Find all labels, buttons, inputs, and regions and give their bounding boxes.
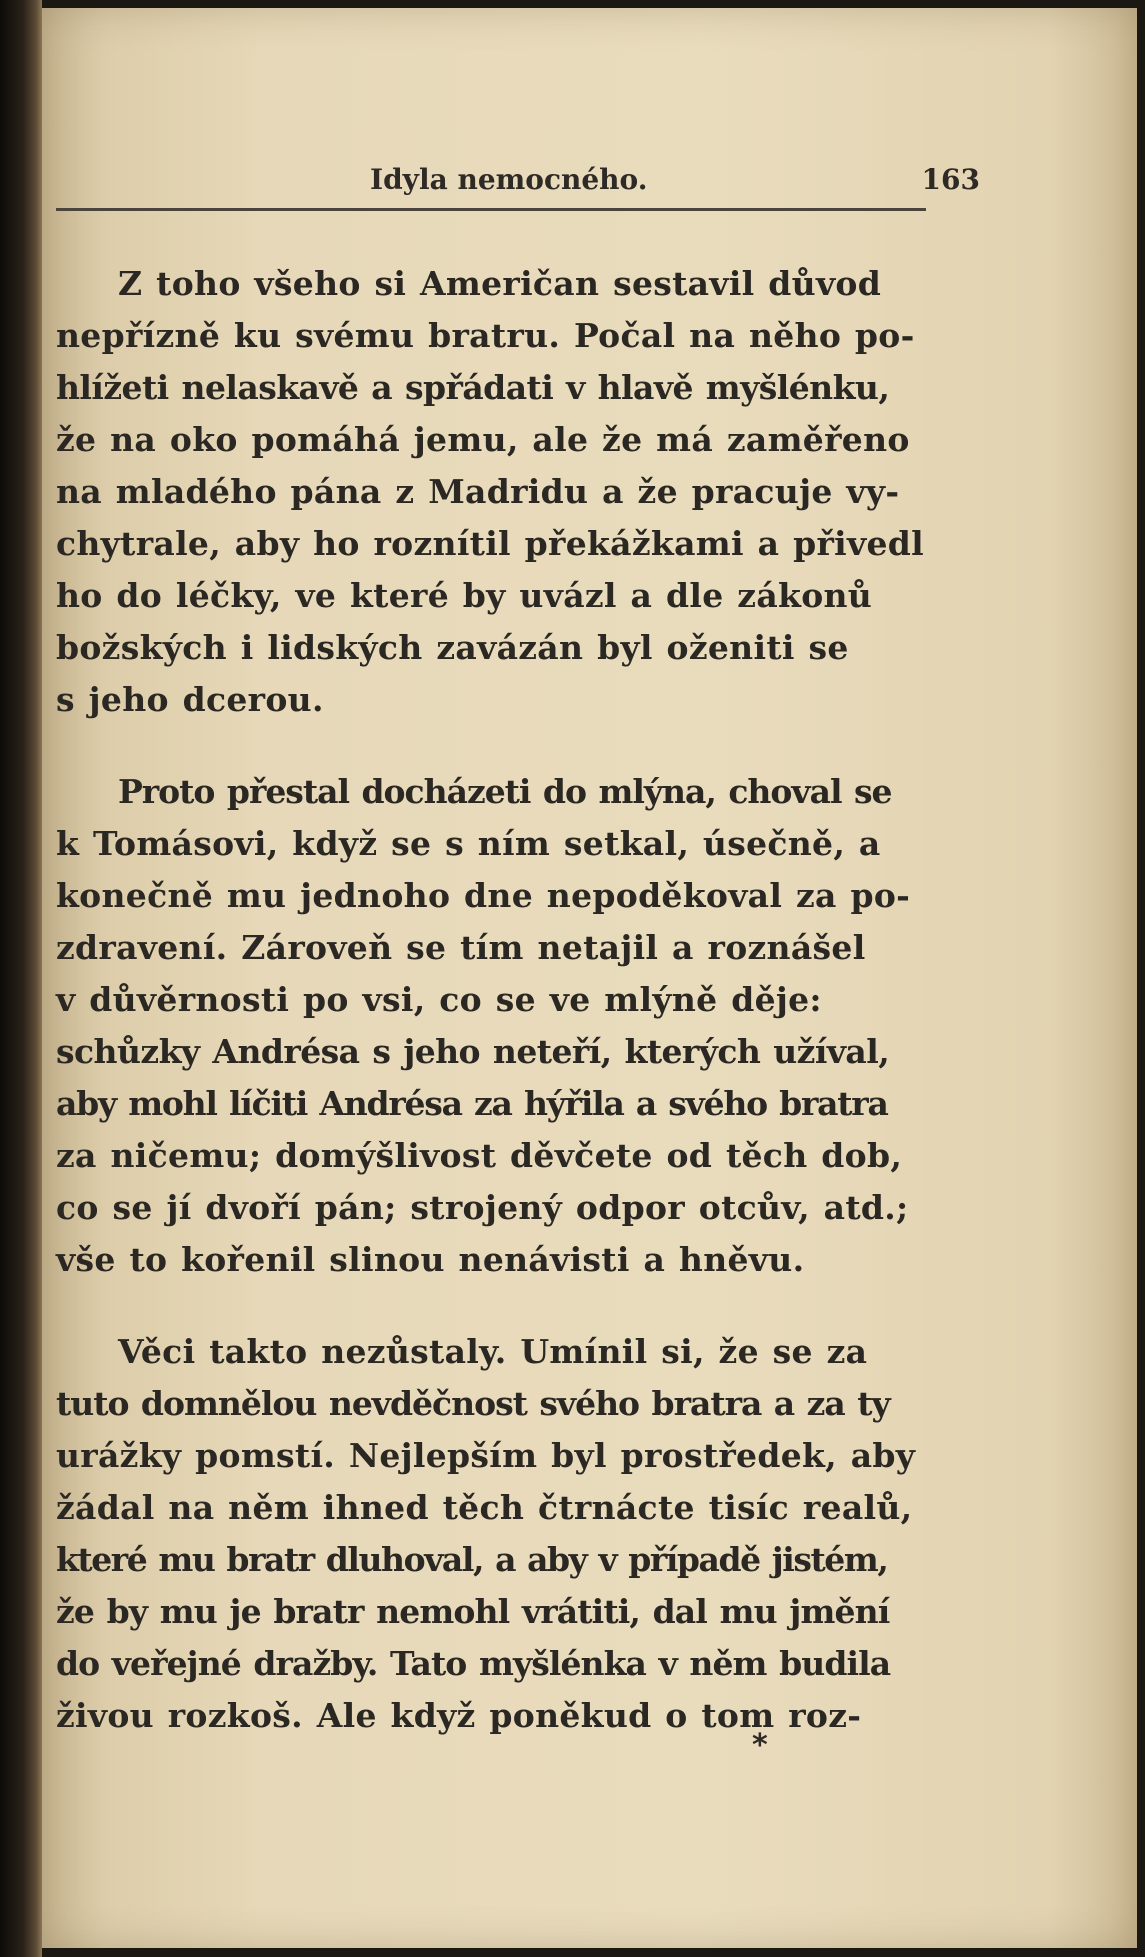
text-line: Věci takto nezůstaly. Umínil si, že se za [118, 1332, 868, 1371]
body-text [56, 258, 926, 1742]
text-line: v důvěrnosti po vsi, co se ve mlýně děje: [56, 980, 822, 1019]
text-line: schůzky Andrésa s jeho neteří, kterých užíval, [56, 1032, 890, 1071]
text-line: urážky pomstí. Nejlepším byl prostředek, aby [56, 1436, 916, 1475]
text-line: ho do léčky, ve které by uvázl a dle zákonů [56, 576, 873, 615]
text-line: nepřízně ku svému bratru. Počal na něho po- [56, 316, 915, 355]
text-line: k Tomásovi, když se s ním setkal, úsečně, a [56, 824, 881, 863]
text-line: žádal na něm ihned těch čtrnácte tisíc realů, [56, 1488, 913, 1527]
text-line: tuto domnělou nevděčnost svého bratra a za ty [56, 1384, 890, 1423]
text-line: vše to kořenil slinou nenávisti a hněvu. [56, 1240, 805, 1279]
text-line: zdravení. Zároveň se tím netajil a roznášel [56, 928, 866, 967]
text-line: božských i lidských zavázán byl oženiti se [56, 628, 849, 667]
page-number: 163 [921, 163, 980, 196]
book-spine [0, 0, 42, 1957]
text-line: hlížeti nelaskavě a spřádati v hlavě myšlénku, [56, 368, 890, 407]
text-line: které mu bratr dluhoval, a aby v případě jistém, [56, 1540, 888, 1579]
paragraph-1 [56, 258, 926, 726]
text-line: na mladého pána z Madridu a že pracuje vy- [56, 472, 900, 511]
text-line: Proto přestal docházeti do mlýna, choval se [118, 772, 892, 811]
text-line: konečně mu jednoho dne nepoděkoval za po- [56, 876, 911, 915]
page-header [100, 155, 980, 205]
paragraph-2 [56, 766, 926, 1286]
text-line: aby mohl líčiti Andrésa za hýřila a svého bratra [56, 1084, 888, 1123]
text-line: za ničemu; domýšlivost děvčete od těch dob, [56, 1136, 903, 1175]
paragraph-3 [56, 1326, 926, 1742]
text-line: že by mu je bratr nemohl vrátiti, dal mu jmění [56, 1592, 890, 1631]
text-line: co se jí dvoří pán; strojený odpor otcův, atd.; [56, 1188, 909, 1227]
text-line: Z toho všeho si Američan sestavil důvod [118, 264, 882, 303]
running-title: Idyla nemocného. [370, 163, 648, 196]
header-rule [56, 208, 926, 211]
text-line: s jeho dcerou. [56, 680, 324, 719]
text-line: živou rozkoš. Ale když poněkud o tom roz- [56, 1696, 862, 1735]
text-line: že na oko pomáhá jemu, ale že má zaměřeno [56, 420, 910, 459]
text-line: do veřejné dražby. Tato myšlénka v něm budila [56, 1644, 891, 1683]
text-line: chytrale, aby ho roznítil překážkami a přivedl [56, 524, 924, 563]
signature-mark: * [752, 1728, 768, 1763]
